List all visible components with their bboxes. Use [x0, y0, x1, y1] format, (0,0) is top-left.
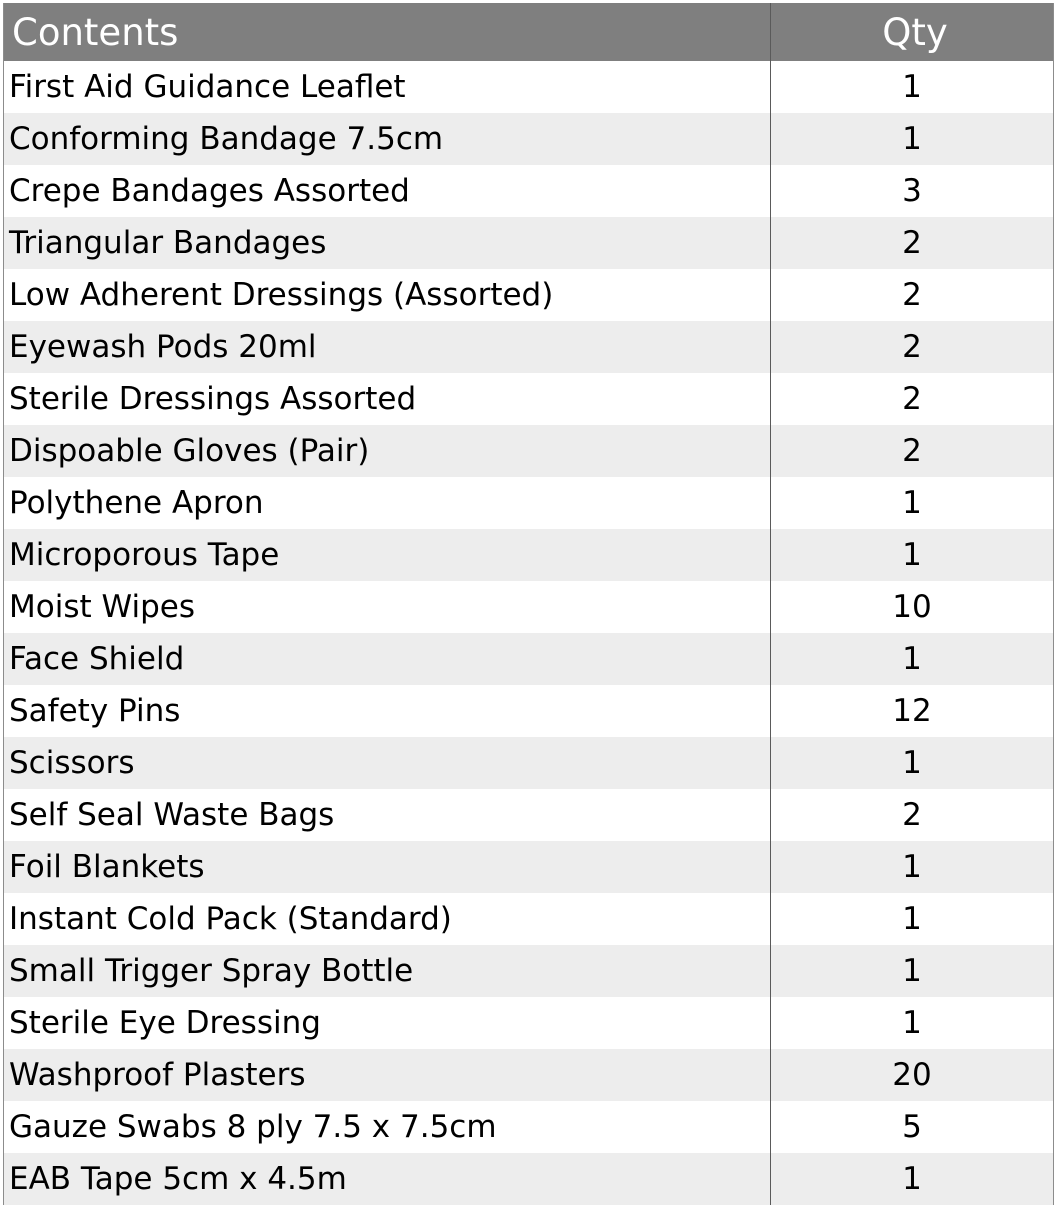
table-header: [4, 3, 1053, 61]
table-row: [4, 113, 1053, 165]
item-name: Scissors: [4, 737, 771, 789]
table-row: [4, 1049, 1053, 1101]
item-name: Washproof Plasters: [4, 1049, 771, 1101]
table-row: [4, 581, 1053, 633]
item-qty: 1: [902, 1005, 922, 1041]
table-row: [4, 789, 1053, 841]
table-row: [4, 945, 1053, 997]
table-row: [4, 425, 1053, 477]
item-name: Triangular Bandages: [4, 217, 771, 269]
item-qty: 2: [902, 225, 922, 261]
item-qty: 1: [902, 1161, 922, 1197]
item-name: Moist Wipes: [4, 581, 771, 633]
item-qty: 1: [902, 641, 922, 677]
item-name: Instant Cold Pack (Standard): [4, 893, 771, 945]
item-qty: 2: [902, 433, 922, 469]
item-qty: 1: [902, 537, 922, 573]
table-row: [4, 529, 1053, 581]
table-row: [4, 217, 1053, 269]
table-row: [4, 893, 1053, 945]
item-name: Polythene Apron: [4, 477, 771, 529]
item-name: Small Trigger Spray Bottle: [4, 945, 771, 997]
item-qty: 2: [902, 329, 922, 365]
item-qty: 1: [902, 745, 922, 781]
item-qty: 1: [902, 953, 922, 989]
item-name: Dispoable Gloves (Pair): [4, 425, 771, 477]
item-name: Low Adherent Dressings (Assorted): [4, 269, 771, 321]
item-name: Self Seal Waste Bags: [4, 789, 771, 841]
header-contents: Contents: [4, 3, 771, 61]
item-name: Microporous Tape: [4, 529, 771, 581]
item-name: Foil Blankets: [4, 841, 771, 893]
item-qty: 2: [902, 277, 922, 313]
item-name: Sterile Eye Dressing: [4, 997, 771, 1049]
item-qty: 5: [902, 1109, 922, 1145]
table-row: [4, 477, 1053, 529]
item-qty: 12: [892, 693, 932, 729]
item-name: Eyewash Pods 20ml: [4, 321, 771, 373]
table-row: [4, 61, 1053, 113]
table-row: [4, 269, 1053, 321]
table-row: [4, 685, 1053, 737]
item-name: Safety Pins: [4, 685, 771, 737]
table-row: [4, 1153, 1053, 1205]
table-row: [4, 737, 1053, 789]
item-qty: 2: [902, 797, 922, 833]
table-row: [4, 997, 1053, 1049]
item-name: Face Shield: [4, 633, 771, 685]
contents-table: [3, 3, 1054, 1205]
item-qty: 1: [902, 69, 922, 105]
table-row: [4, 373, 1053, 425]
item-name: Conforming Bandage 7.5cm: [4, 113, 771, 165]
item-qty: 20: [892, 1057, 932, 1093]
item-qty: 1: [902, 849, 922, 885]
table-row: [4, 633, 1053, 685]
item-qty: 1: [902, 485, 922, 521]
item-name: First Aid Guidance Leaflet: [4, 61, 771, 113]
item-qty: 10: [892, 589, 932, 625]
item-qty: 1: [902, 901, 922, 937]
table-row: [4, 321, 1053, 373]
table-row: [4, 1101, 1053, 1153]
item-name: Gauze Swabs 8 ply 7.5 x 7.5cm: [4, 1101, 771, 1153]
item-name: Crepe Bandages Assorted: [4, 165, 771, 217]
table-row: [4, 841, 1053, 893]
item-name: EAB Tape 5cm x 4.5m: [4, 1153, 771, 1205]
item-qty: 3: [902, 173, 922, 209]
header-qty: Qty: [882, 10, 948, 54]
item-qty: 1: [902, 121, 922, 157]
table-body: [4, 61, 1053, 1205]
table-row: [4, 165, 1053, 217]
item-qty: 2: [902, 381, 922, 417]
item-name: Sterile Dressings Assorted: [4, 373, 771, 425]
